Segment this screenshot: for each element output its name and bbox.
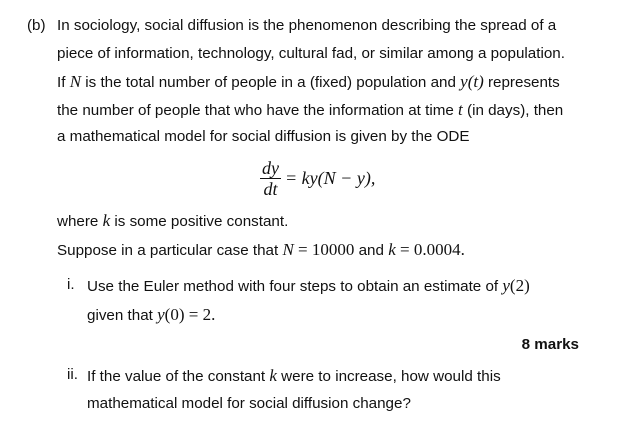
text-and: and bbox=[358, 242, 384, 259]
math-y-of-t: y(t) bbox=[460, 72, 484, 91]
text-if: If bbox=[57, 74, 66, 91]
math-initial-condition: y(0) = 2. bbox=[157, 305, 216, 324]
math-y-of-2: y(2) bbox=[502, 276, 530, 295]
part-ii-line-1 bbox=[87, 366, 501, 386]
part-b-line-4 bbox=[57, 100, 563, 120]
math-k-value: k = 0.0004. bbox=[388, 240, 465, 259]
math-N-value: N = 10000 bbox=[282, 240, 355, 259]
part-b-suppose-line bbox=[57, 240, 465, 260]
text-suppose: Suppose in a particular case that bbox=[57, 242, 279, 259]
part-b-line-2: piece of information, technology, cultural fad, or similar among a population. bbox=[57, 45, 565, 62]
text-number-of-people: the number of people that who have the information at time bbox=[57, 102, 454, 119]
part-i-line-2 bbox=[87, 305, 215, 325]
text-positive-constant: is some positive constant. bbox=[114, 213, 289, 230]
ode-fraction bbox=[260, 158, 281, 199]
part-ii-label: ii. bbox=[67, 366, 78, 383]
text-were-to-increase: were to increase, how would this bbox=[281, 368, 501, 385]
text-population: is the total number of people in a (fixed) population and bbox=[85, 74, 456, 91]
math-t: t bbox=[458, 100, 463, 119]
ode-denominator: dt bbox=[263, 179, 278, 199]
text-in-days: (in days), then bbox=[467, 102, 564, 119]
part-b-label: (b) bbox=[27, 17, 46, 34]
text-if-value: If the value of the constant bbox=[87, 368, 266, 385]
part-ii-line-2: mathematical model for social diffusion change? bbox=[87, 395, 411, 412]
part-b-line-5: a mathematical model for social diffusion is given by the ODE bbox=[57, 128, 470, 145]
math-k-ii: k bbox=[269, 366, 277, 385]
marks-label: 8 marks bbox=[521, 336, 579, 353]
part-i-label: i. bbox=[67, 276, 75, 293]
text-represents: represents bbox=[487, 74, 560, 91]
part-b-where-line bbox=[57, 211, 288, 231]
text-given-that: given that bbox=[87, 307, 153, 324]
math-N: N bbox=[69, 72, 82, 91]
text-euler-method: Use the Euler method with four steps to obtain an estimate of bbox=[87, 278, 499, 295]
part-i-line-1 bbox=[87, 276, 530, 296]
text-where: where bbox=[57, 213, 99, 230]
ode-right-hand-side: = ky(N − y), bbox=[285, 168, 376, 188]
ode-equation bbox=[260, 158, 375, 199]
part-b-line-3 bbox=[57, 72, 560, 92]
math-k: k bbox=[102, 211, 111, 230]
part-b-line-1: In sociology, social diffusion is the phenomenon describing the spread of a bbox=[57, 17, 557, 34]
ode-numerator: dy bbox=[262, 158, 279, 178]
